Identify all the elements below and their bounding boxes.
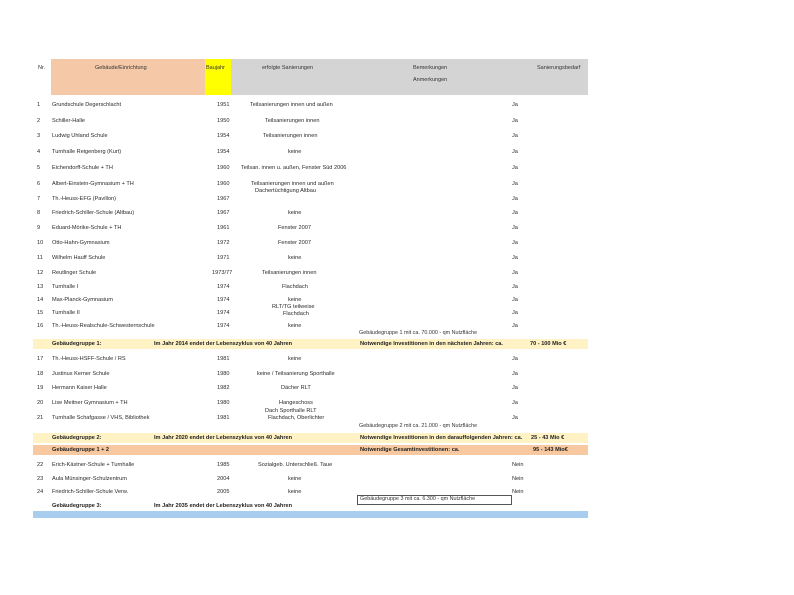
row-name: Eichendorff-Schule + TH — [52, 165, 113, 171]
row-year: 1982 — [217, 385, 230, 391]
group1-band-need: Notwendige Investitionen in den nächsten Jahren: ca. — [360, 341, 503, 347]
row-year: 1961 — [217, 225, 230, 231]
group2-band-amount: 25 - 43 Mio € — [531, 435, 565, 441]
row-name: Turnhalle II — [52, 310, 80, 316]
group3-note: Gebäudegruppe 3 mit ca. 6.300 - qm Nutzfläche — [360, 496, 476, 502]
row-sanierung: Fenster 2007 — [278, 240, 311, 246]
row-year: 1985 — [217, 462, 230, 468]
row-name: Turnhalle Schafgasse / VHS, Bibliothek — [52, 415, 150, 421]
row-sanierung: keine — [288, 149, 302, 155]
group2-band-need: Notwendige Investitionen in den darauffolgenden Jahren: ca. — [360, 435, 523, 441]
row-sanierung: keine / Teilsanierung Sporthalle — [257, 371, 335, 377]
row-name: Friedrich-Schiller-Schule (Altbau) — [52, 210, 135, 216]
row-name: Albert-Einstein-Gymnasium + TH — [52, 181, 134, 187]
row-sanierung: keine — [288, 297, 302, 303]
group2-band-text: Im Jahr 2020 endet der Lebenszyklus von 40 Jahren — [154, 435, 293, 441]
row-flag: Ja — [512, 196, 518, 202]
row-name: Th.-Heuss-HSFF-Schule / RS — [52, 356, 126, 362]
row-sanierung: Sozialgeb. Unterschließ. Taue — [258, 462, 333, 468]
group3-band-text: Im Jahr 2035 endet der Lebenszyklus von 40 Jahren — [154, 503, 293, 509]
row-sanierung: Teilsan. innen u. außen, Fenster Süd 2006 — [241, 165, 347, 171]
row-sanierung: Teilsanierungen innen und außen — [250, 102, 333, 108]
row-year: 2004 — [217, 476, 230, 482]
row-nr: 11 — [37, 255, 43, 261]
row-sanierung: Hangeschoss — [279, 400, 313, 406]
row-nr: 24 — [37, 489, 44, 495]
row-nr: 18 — [37, 371, 44, 377]
row-nr: 8 — [37, 210, 41, 216]
row-year: 1951 — [217, 102, 230, 108]
header-sanierungsbedarf: Sanierungsbedarf — [537, 65, 581, 71]
row-flag: Ja — [512, 323, 518, 329]
row-nr: 22 — [37, 462, 44, 468]
row-nr: 10 — [37, 240, 44, 246]
row-name: Th.-Heuss-Realschule-Schwesternschule — [52, 323, 155, 329]
row-year: 1967 — [217, 210, 230, 216]
row-flag: Ja — [512, 149, 518, 155]
row-nr: 7 — [37, 196, 41, 202]
row-year: 1960 — [217, 165, 230, 171]
row-name: Eduard-Mörike-Schule + TH — [52, 225, 122, 231]
header-baujahr: Baujahr — [206, 65, 225, 71]
row-name: Hermann Kaiser Halle — [52, 385, 107, 391]
row-flag: Ja — [512, 165, 518, 171]
row-year: 1981 — [217, 415, 230, 421]
total-band-need: Notwendige Gesamtinvestitionen: ca. — [360, 447, 460, 453]
row-year: 1954 — [217, 133, 230, 139]
row-nr: 14 — [37, 297, 44, 303]
row-sanierung: Teilsanierungen innen — [262, 270, 317, 276]
row-flag: Ja — [512, 385, 518, 391]
row-flag: Ja — [512, 371, 518, 377]
total-band-amount: 95 - 143 Mio€ — [533, 447, 568, 453]
row-year: 1974 — [217, 284, 230, 290]
row-flag: Ja — [512, 310, 518, 316]
row-flag: Ja — [512, 284, 518, 290]
row-flag: Ja — [512, 240, 518, 246]
row-year: 1974 — [217, 323, 230, 329]
row-nr: 1 — [37, 102, 41, 108]
row-sanierung-2: Flachdach — [283, 311, 309, 317]
row-nr: 3 — [37, 133, 41, 139]
row-name: Max-Planck-Gymnasium — [52, 297, 113, 303]
row-name: Justinus Kerner Schule — [52, 371, 110, 377]
row-year: 1973/77 — [212, 270, 233, 276]
row-nr: 5 — [37, 165, 41, 171]
row-sanierung: keine — [288, 255, 302, 261]
row-sanierung: Dächer RLT — [281, 385, 311, 391]
row-name: Aula Münsinger-Schulzentrum — [52, 476, 127, 482]
header-sanierungen: erfolgte Sanierungen — [262, 65, 314, 71]
row-year: 1980 — [217, 371, 230, 377]
row-name: Th.-Heuss-EFG (Pavillon) — [52, 196, 117, 202]
row-name: Grundschule Degerschlacht — [52, 102, 122, 108]
row-nr: 4 — [37, 149, 41, 155]
row-nr: 21 — [37, 415, 44, 421]
row-flag: Ja — [512, 415, 518, 421]
row-flag: Ja — [512, 270, 518, 276]
row-flag: Ja — [512, 225, 518, 231]
row-year: 1971 — [217, 255, 230, 261]
row-name: Turnhalle I — [52, 284, 79, 290]
row-sanierung: Teilsanierungen innen — [263, 133, 318, 139]
row-sanierung: keine — [288, 323, 302, 329]
row-year: 1981 — [217, 356, 230, 362]
group3-band-label: Gebäudegruppe 3: — [52, 503, 102, 509]
row-name: Wilhelm Hauff Schule — [52, 255, 106, 261]
row-sanierung: Teilsanierungen innen — [265, 118, 320, 124]
row-sanierung: Teilsanierungen innen und außen — [251, 181, 334, 187]
total-band — [33, 445, 588, 455]
group1-band — [33, 339, 588, 349]
group2-note: Gebäudegruppe 2 mit ca. 21.000 - qm Nutzfläche — [359, 423, 478, 429]
row-flag: Ja — [512, 102, 518, 108]
row-flag: Nein — [512, 476, 524, 482]
row-sanierung: keine — [288, 489, 302, 495]
group1-band-text: Im Jahr 2014 endet der Lebenszyklus von 40 Jahren — [154, 341, 293, 347]
row-year: 1967 — [217, 196, 230, 202]
header-nr: Nr. — [38, 65, 46, 71]
row-year: 1950 — [217, 118, 230, 124]
row-sanierung: keine — [288, 476, 302, 482]
row-nr: 15 — [37, 310, 44, 316]
row-flag: Ja — [512, 133, 518, 139]
row-nr: 17 — [37, 356, 44, 362]
row-nr: 6 — [37, 181, 41, 187]
row-nr: 16 — [37, 323, 44, 329]
row-flag: Ja — [512, 297, 518, 303]
row-nr: 20 — [37, 400, 44, 406]
total-band-label: Gebäudegruppe 1 + 2 — [52, 447, 110, 453]
row-name: Schiller-Halle — [52, 118, 85, 124]
row-sanierung: Dach Sporthalle RLT — [265, 408, 317, 414]
row-flag: Ja — [512, 210, 518, 216]
row-year: 1980 — [217, 400, 230, 406]
row-name: Lise Meitner Gymnasium + TH — [52, 400, 128, 406]
row-flag: Nein — [512, 462, 524, 468]
header-bemerkungen: Bemerkungen — [413, 65, 448, 71]
row-sanierung: keine — [288, 356, 302, 362]
row-flag: Ja — [512, 118, 518, 124]
group3-note-box — [357, 495, 512, 505]
group2-band-label: Gebäudegruppe 2: — [52, 435, 102, 441]
row-sanierung: Flachdach — [282, 284, 308, 290]
row-flag: Ja — [512, 255, 518, 261]
row-nr: 9 — [37, 225, 41, 231]
row-flag: Ja — [512, 400, 518, 406]
group1-note: Gebäudegruppe 1 mit ca. 70.000 - qm Nutzfläche — [359, 330, 478, 336]
group3-band-bar — [33, 511, 588, 518]
row-sanierung-2: Flachdach, Oberlichter — [268, 415, 325, 421]
header-anmerkungen: Anmerkungen — [413, 77, 448, 83]
group1-band-label: Gebäudegruppe 1: — [52, 341, 102, 347]
row-name: Turnhalle Reigenberg (Kurt) — [52, 149, 122, 155]
row-sanierung-2: Dachertüchtigung Altbau — [255, 188, 316, 194]
group1-band-amount: 70 - 100 Mio € — [530, 341, 567, 347]
row-nr: 2 — [37, 118, 41, 124]
row-year: 2005 — [217, 489, 230, 495]
row-year: 1954 — [217, 149, 230, 155]
row-nr: 23 — [37, 476, 44, 482]
row-sanierung: Fenster 2007 — [278, 225, 311, 231]
row-year: 1972 — [217, 240, 230, 246]
row-name: Erich-Kästner-Schule + Turnhalle — [52, 462, 135, 468]
row-nr: 19 — [37, 385, 44, 391]
row-year: 1974 — [217, 310, 230, 316]
row-year: 1974 — [217, 297, 230, 303]
row-sanierung: keine — [288, 210, 302, 216]
row-name: Ludwig Uhland Schule — [52, 133, 108, 139]
row-flag: Ja — [512, 181, 518, 187]
row-sanierung: RLT/TG teilweise — [272, 304, 315, 310]
row-name: Reutlinger Schule — [52, 270, 97, 276]
row-name: Friedrich-Schiller-Schule Verw. — [52, 489, 129, 495]
header-gebaeude: Gebäude/Einrichtung — [95, 65, 147, 71]
row-flag: Nein — [512, 489, 524, 495]
row-flag: Ja — [512, 356, 518, 362]
row-year: 1960 — [217, 181, 230, 187]
row-nr: 12 — [37, 270, 44, 276]
row-nr: 13 — [37, 284, 44, 290]
row-name: Otto-Hahn-Gymnasium — [52, 240, 110, 246]
